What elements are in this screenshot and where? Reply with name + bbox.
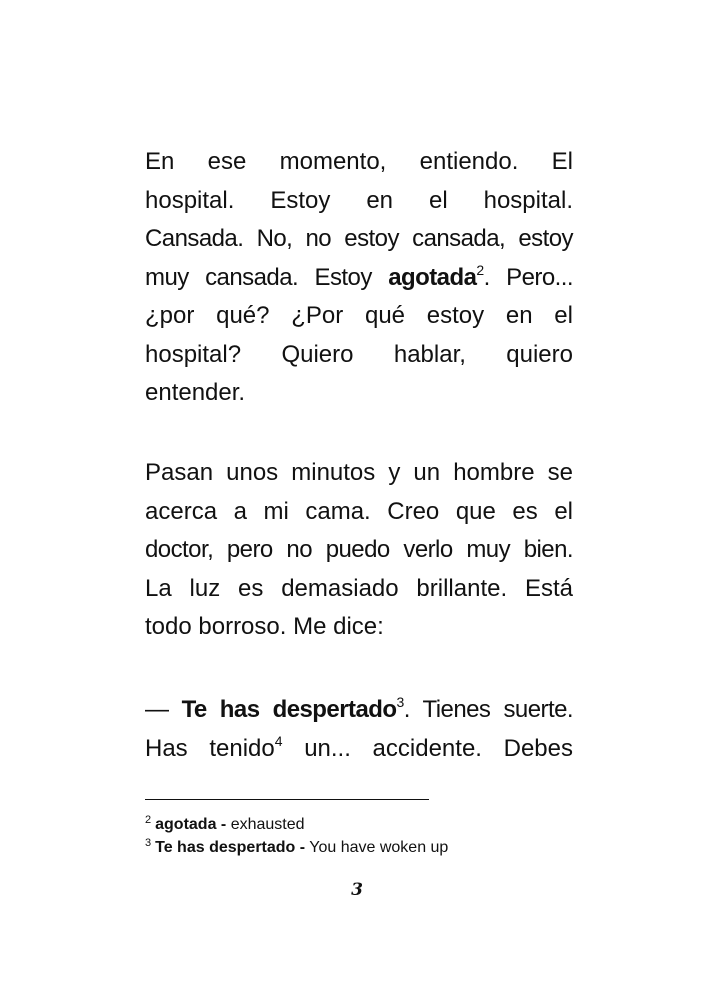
- footnote-ref-3: 3: [396, 694, 404, 710]
- paragraph-3: [145, 691, 573, 768]
- footnote-translation: exhausted: [226, 816, 305, 833]
- text-line: La luz es demasiado brillante. Está: [145, 574, 573, 602]
- page-number: 3: [351, 880, 363, 900]
- text-fragment: . Tienes suerte.: [403, 696, 573, 723]
- text-line: ¿por qué? ¿Por qué estoy en el: [145, 302, 573, 329]
- text-fragment: un... accidente. Debes: [282, 734, 573, 762]
- text-line: [145, 730, 573, 769]
- text-line: En ese momento, entiendo. El: [145, 148, 573, 175]
- footnote-item: [145, 836, 565, 859]
- text-fragment: muy cansada. Estoy: [145, 263, 389, 291]
- text-line: Cansada. No, no estoy cansada, estoy: [145, 225, 573, 252]
- text-fragment: Has tenido: [145, 734, 275, 762]
- footnote-term: Te has despertado -: [155, 839, 306, 856]
- paragraph-2: [145, 454, 573, 647]
- footnote-translation: You have woken up: [305, 839, 449, 856]
- text-line: hospital? Quiero hablar, quiero: [145, 340, 573, 368]
- paragraph-1: [145, 143, 573, 413]
- text-fragment: . Pero...: [483, 263, 573, 291]
- glossary-term-te-has-despertado: Te has despertado: [181, 696, 397, 723]
- em-dash: —: [145, 696, 182, 723]
- text-line: acerca a mi cama. Creo que es el: [145, 497, 573, 525]
- text-line: doctor, pero no puedo verlo muy bien.: [145, 536, 573, 563]
- dialogue-line: [145, 691, 573, 730]
- footnote-term: agotada -: [155, 816, 227, 833]
- footnote-ref-4: 4: [274, 732, 283, 749]
- footnote-separator: [145, 799, 429, 800]
- text-line: hospital. Estoy en el hospital.: [145, 186, 573, 214]
- footnote-number: 2: [145, 813, 152, 826]
- footnote-item: [145, 813, 565, 836]
- text-line: entender.: [145, 379, 246, 406]
- text-line: [145, 259, 573, 298]
- footnote-number: 3: [145, 836, 152, 849]
- glossary-term-agotada: agotada: [388, 263, 477, 291]
- footnotes: [145, 813, 565, 859]
- text-line: Pasan unos minutos y un hombre se: [145, 459, 573, 486]
- text-line: todo borroso. Me dice:: [145, 613, 384, 640]
- footnote-ref-2: 2: [476, 261, 484, 278]
